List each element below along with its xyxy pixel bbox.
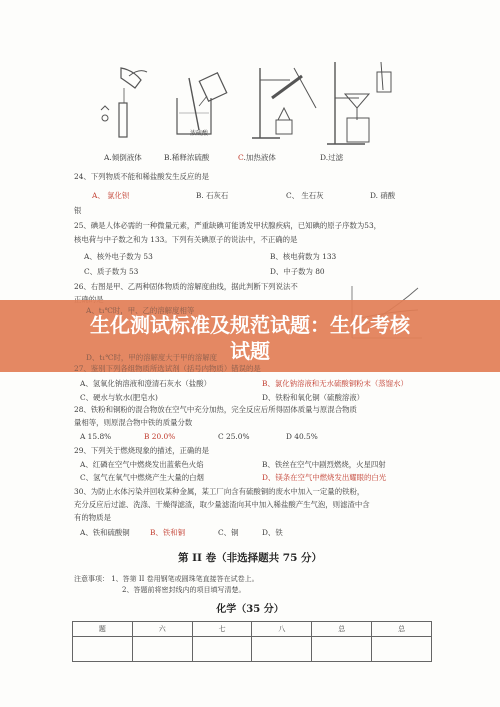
heat-liquid-figure [250,58,320,143]
caption-c: C.加热液体 [238,153,276,162]
q29-option-c: C、氢气在氧气中燃烧产生大量的白烟 [80,473,204,482]
q24-option-a: A、 氯化钡 [92,191,130,200]
score-cell [372,637,432,662]
notes [74,574,259,596]
acid-label: 浓硫酸 [190,130,209,137]
figure-captions [98,152,428,166]
score-col-2: 六 [132,622,192,637]
score-cell [252,637,312,662]
q27-option-c: C、硬水与软水(肥皂水) [80,393,158,402]
q24-tail: 银 [74,206,82,215]
q24-option-c: C、 生石灰 [286,191,324,200]
q30-option-c: C、铜 [218,528,239,537]
q29-option-a: A、红磷在空气中燃烧发出蓝紫色火焰 [80,460,204,469]
q28-stem-1: 28、铁粉和铜粉的混合物放在空气中充分加热，完全反应后所得固体质量与原混合物质 [74,405,357,414]
q27-option-a: A、氢氧化钠溶液和澄清石灰水（盐酸） [80,379,211,388]
q25-stem-1: 25、碘是人体必需的一种微量元素，严重缺碘可能诱发甲状腺疾病，已知碘的原子序数为53， [74,221,382,230]
q25-option-d: D、中子数为 80 [270,267,325,276]
score-col-1: 题 [73,622,133,637]
q25-option-b: B、核电荷数为 133 [270,252,337,261]
q29-stem: 29、下列关于燃烧现象的描述，正确的是 [74,446,210,455]
q28-stem-2: 量相等，则原混合物中铁的质量分数 [74,418,193,427]
section-2-title: 第 II 卷（非选择题共 75 分） [177,552,323,564]
q26-option-a: A、t₁℃时，甲、乙的溶解度相等 [86,306,195,315]
q30-stem-1: 30、为防止水体污染并回收某种金属，某工厂向含有硫酸铜的废水中加入一定量的铁粉， [74,487,365,496]
q30-option-a: A、铁和硫酸铜 [80,528,130,537]
caption-d: D.过滤 [320,153,344,162]
caption-a: A.倾倒液体 [104,153,142,162]
q25-stem-2: 核电荷与中子数之和为 133。下列有关碘原子的说法中，不正确的是 [74,235,298,244]
score-cell [73,637,133,662]
q30-option-d: D、铁 [262,528,283,537]
q28-option-c: C 25.0% [218,432,250,441]
q30-stem-3: 有的物质是 [74,513,111,522]
q25-option-a: A、核外电子数为 53 [84,252,153,261]
q26-option-d: D、t₁℃时，甲的溶解度大于甲的溶解度 [86,353,217,362]
q27-option-b: B、氯化钠溶液和无水硫酸铜粉末（蒸馏水） [262,379,408,388]
score-table-row [73,637,432,662]
q29-option-d: D、镁条在空气中燃烧发出耀眼的白光 [262,473,387,482]
score-col-5: 总 [312,622,372,637]
q28-option-a: A 15.8% [80,432,112,441]
score-col-3: 七 [192,622,252,637]
q30-option-b: B、铁和铜 [150,528,185,537]
pour-liquid-figure [99,58,159,143]
q24-option-b: B. 石灰石 [196,191,229,200]
score-cell [312,637,372,662]
q30-stem-2: 充分反应后过滤、洗涤、干燥得滤渣，取少量滤渣向其中加入稀盐酸产生气泡，则滤渣中含 [74,500,370,509]
q24-option-d: D. 硝酸 [370,191,396,200]
q25-option-c: C、质子数为 53 [84,267,139,276]
banner-line-1: 生化测试标准及规范试题：生化考核 [90,313,410,337]
score-col-6: 总 [372,622,432,637]
chemistry-title: 化学（35 分） [216,604,284,615]
score-table-header [73,622,432,637]
score-col-4: 八 [252,622,312,637]
q26-stem-1: 26、右图是甲、乙两种固体物质的溶解度曲线，据此判断下列说法不 [74,282,298,291]
q27-stem: 27、鉴别下列各组物质所选试剂（括号内物质）错误的是 [74,364,261,373]
notes-line-1: 注意事项： 1、答第 II 卷用钢笔或圆珠笔直接答在试卷上。 [74,575,259,583]
q28-option-b: B 20.0% [144,432,176,441]
caption-b: B.稀释浓硫酸 [164,153,210,162]
notes-line-2: 2、答题前将密封线内的项目填写清楚。 [122,586,246,594]
q24-stem: 24、下列物质不能和稀盐酸发生反应的是 [74,172,210,181]
banner-line-2: 试题 [230,339,270,363]
lab-figures [85,58,415,158]
q27-option-d: D、铁粉和氧化铜（硫酸溶液） [262,393,365,402]
banner-title [0,312,500,364]
filtration-figure [325,58,405,148]
q29-option-b: B、铁丝在空气中剧烈燃烧，火星四射 [262,460,386,469]
score-table [72,621,432,662]
q28-option-d: D 40.5% [286,432,318,441]
score-cell [132,637,192,662]
score-cell [192,637,252,662]
